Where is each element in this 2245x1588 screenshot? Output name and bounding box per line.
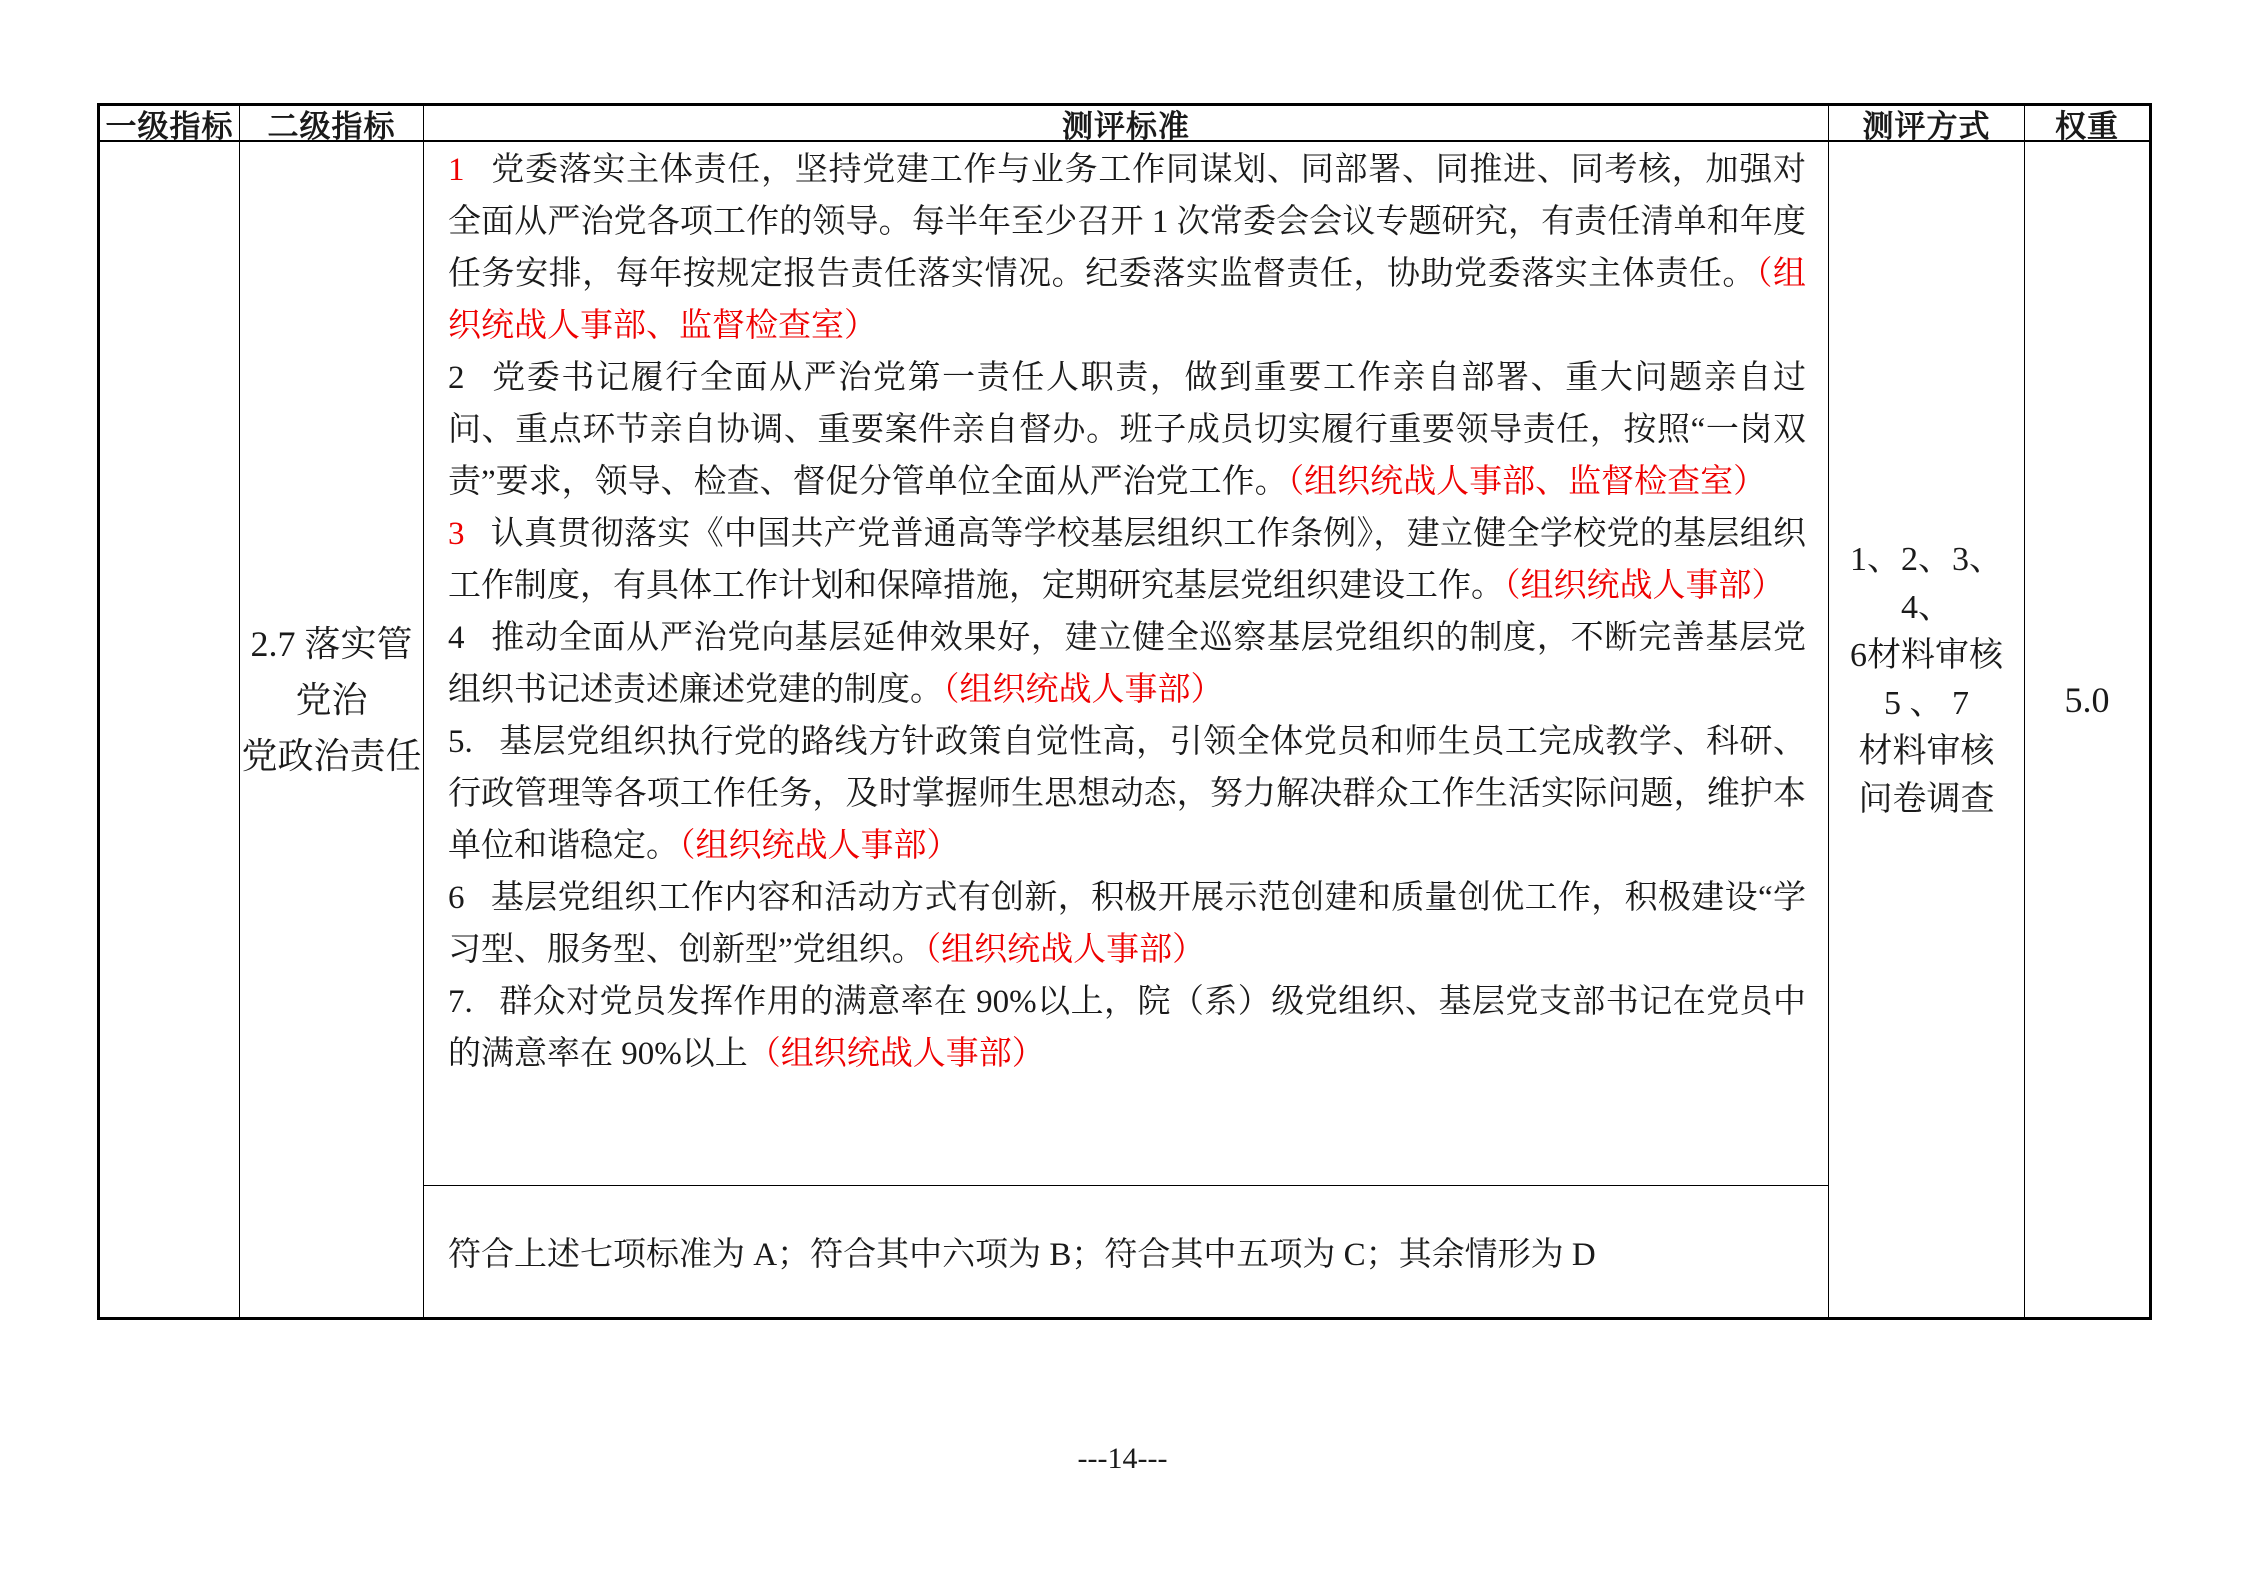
criteria-item-4-number: 4 [448, 620, 465, 656]
criteria-item-2-text: 党委书记履行全面从严治党第一责任人职责，做到重要工作亲自部署、重大问题亲自过问、重点环节亲自协调、重要案件亲自督办。班子成员切实履行重要领导责任，按照“一岗双责”要求，领导、检查、督促分管单位全面从严治党工作。 [448, 360, 1806, 500]
weight-cell [2025, 142, 2149, 1317]
grade-rule-cell [424, 1186, 1829, 1317]
criteria-item-7-text: 群众对党员发挥作用的满意率在 90%以上，院（系）级党组织、基层党支部书记在党员中的满意率在 90%以上 [448, 984, 1806, 1072]
method-line-3: 5 、 7 [1884, 684, 1969, 722]
criteria-item-7 [448, 976, 1806, 1080]
criteria-item-5-department: （组织统战人事部） [679, 828, 960, 864]
method-line-2: 6材料审核 [1850, 636, 2003, 674]
level2-indicator-cell [240, 142, 424, 1317]
header-evaluation-method: 测评方式 [1829, 106, 2025, 142]
criteria-item-6-text: 基层党组织工作内容和活动方式有创新，积极开展示范创建和质量创优工作，积极建设“学习型、服务型、创新型”党组织。 [448, 880, 1806, 968]
evaluation-method-cell [1829, 142, 2025, 1317]
level2-indicator-line1: 2.7 落实管党治 [250, 623, 413, 720]
criteria-item-5 [448, 716, 1806, 872]
criteria-item-7-department: （组织统战人事部） [747, 1036, 1045, 1072]
criteria-item-6-number: 6 [448, 880, 465, 916]
criteria-item-2-number: 2 [448, 360, 465, 396]
criteria-item-3 [448, 508, 1806, 612]
criteria-item-6 [448, 872, 1806, 976]
criteria-item-2 [448, 352, 1806, 508]
header-weight: 权重 [2025, 106, 2149, 142]
level1-indicator-cell [100, 142, 240, 1317]
criteria-item-1-department: （组织统战人事部、监督检查室） [448, 256, 1807, 344]
criteria-item-2-department: （组织统战人事部、监督检查室） [1287, 464, 1767, 500]
weight-value: 5.0 [2064, 679, 2110, 720]
criteria-item-3-number: 3 [448, 516, 465, 552]
criteria-item-3-text: 认真贯彻落实《中国共产党普通高等学校基层组织工作条例》，建立健全学校党的基层组织工作制度，有具体工作计划和保障措施，定期研究基层党组织建设工作。 [448, 516, 1806, 604]
criteria-item-4-text: 推动全面从严治党向基层延伸效果好，建立健全巡察基层党组织的制度，不断完善基层党组织书记述责述廉述党建的制度。 [448, 620, 1806, 708]
criteria-item-5-number: 5. [448, 724, 473, 760]
criteria-item-1-number: 1 [448, 152, 465, 188]
criteria-item-1 [448, 144, 1806, 352]
evaluation-criteria-table [97, 103, 2152, 1320]
criteria-item-7-number: 7. [448, 984, 473, 1020]
criteria-item-6-department: （组织统战人事部） [924, 932, 1206, 968]
criteria-items-cell [424, 142, 1829, 1186]
criteria-item-3-department: （组织统战人事部） [1504, 568, 1785, 604]
method-line-4: 材料审核 [1858, 732, 1995, 770]
criteria-item-1-text: 党委落实主体责任，坚持党建工作与业务工作同谋划、同部署、同推进、同考核，加强对全面从严治党各项工作的领导。每半年至少召开 1 次常委会会议专题研究，有责任清单和年度任务安排，每年按规定报告责任落实情况。纪委落实监督责任，协助党委落实主体责任。 [448, 152, 1806, 292]
criteria-item-4-department: （组织统战人事部） [943, 672, 1224, 708]
criteria-item-4 [448, 612, 1806, 716]
header-level2-indicator: 二级指标 [240, 106, 424, 142]
level2-indicator-line2: 党政治责任 [241, 735, 422, 776]
page-number: ---14--- [1077, 1442, 1168, 1475]
criteria-item-5-text: 基层党组织执行党的路线方针政策自觉性高，引领全体党员和师生员工完成教学、科研、行政管理等各项工作任务，及时掌握师生思想动态，努力解决群众工作生活实际问题，维护本单位和谐稳定。 [448, 724, 1806, 864]
grade-rule-text: 符合上述七项标准为 A；符合其中六项为 B；符合其中五项为 C；其余情形为 D [448, 1237, 1596, 1273]
header-evaluation-criteria: 测评标准 [424, 106, 1829, 142]
header-level1-indicator: 一级指标 [100, 106, 240, 142]
method-line-5: 问卷调查 [1858, 780, 1995, 818]
method-line-1: 1、2、3、4、 [1850, 540, 2003, 626]
